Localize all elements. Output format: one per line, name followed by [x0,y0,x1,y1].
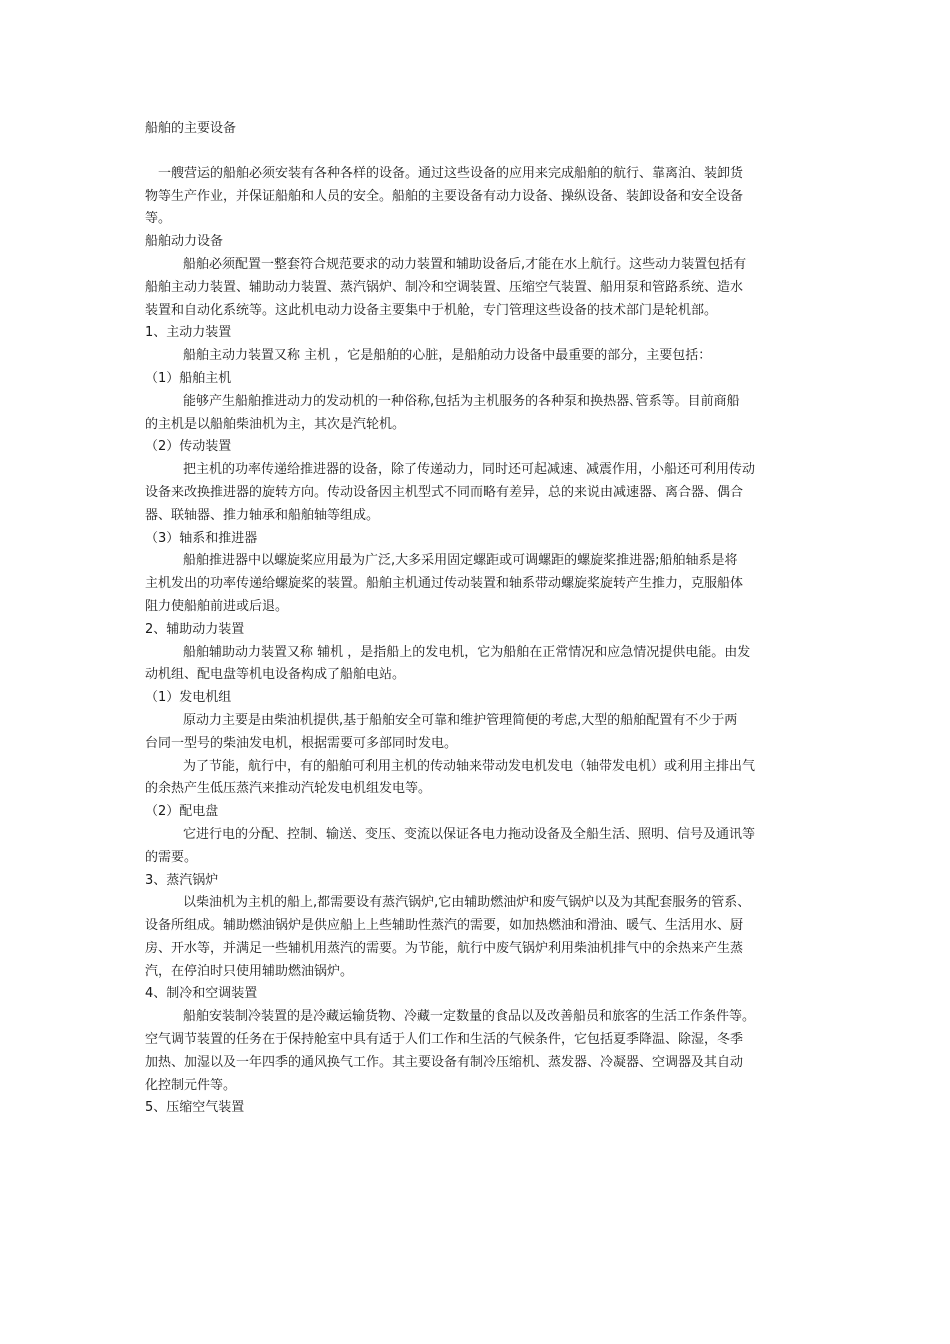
text-line: 船舶安装制冷装置的是冷藏运输货物、冷藏一定数量的食品以及改善船员和旅客的生活工作条件等。 [183,1009,756,1025]
text-line: 原动力主要是由柴油机提供,基于船舶安全可靠和维护管理简便的考虑,大型的船舶配置有不少于两 [183,712,738,728]
text-line: 物等生产作业，并保证船舶和人员的安全。船舶的主要设备有动力设备、操纵设备、装卸设备和安全设备 [145,188,744,204]
text-line: 1、主动力装置 [145,325,232,341]
document-page [145,118,825,1120]
text-line: （1）发电机组 [145,690,232,706]
text-line: 它进行电的分配、控制、输送、变压、变流以保证各电力拖动设备及全船生活、照明、信号及通讯等 [183,826,756,842]
text-line: （2）配电盘 [145,804,219,820]
text-line: 动机组、配电盘等机电设备构成了船舶电站。 [145,667,406,683]
text-line: 船舶必须配置一整套符合规范要求的动力装置和辅助设备后,才能在水上航行。这些动力装置包括有 [183,256,747,272]
text-line: 以柴油机为主机的船上,都需要设有蒸汽锅炉,它由辅助燃油炉和废气锅炉以及为其配套服务的管系、 [183,895,751,911]
text-line: 船舶动力设备 [145,234,224,250]
text-line: 装置和自动化系统等。这此机电动力设备主要集中于机舱，专门管理这些设备的技术部门是轮机部。 [145,302,718,318]
text-line: 船舶主动力装置又称 主机 ，它是船舶的心脏，是船舶动力设备中最重要的部分，主要包括： [183,348,712,364]
text-line: 一艘营运的船舶必须安装有各种各样的设备。通过这些设备的应用来完成船舶的航行、靠离泊、装卸货 [158,165,744,181]
text-line: 能够产生船舶推进动力的发动机的一种俗称,包括为主机服务的各种泵和换热器､管系等。目前商船 [183,393,740,409]
text-line: 船舶辅助动力装置又称 辅机 ，是指船上的发电机，它为船舶在正常情况和应急情况提供电能。由发 [183,644,751,660]
text-line: 4、制冷和空调装置 [145,986,258,1002]
text-line: 汽，在停泊时只使用辅助燃油锅炉。 [145,963,354,979]
text-line: 为了节能，航行中，有的船舶可利用主机的传动轴来带动发电机发电（轴带发电机）或利用主排出气 [183,758,756,774]
text-line: 5、压缩空气装置 [145,1100,245,1116]
text-line: 台同一型号的柴油发电机，根据需要可多部同时发电。 [145,735,458,751]
text-line: 的余热产生低压蒸汽来推动汽轮发电机组发电等。 [145,781,432,797]
text-line: 空气调节装置的任务在于保持舱室中具有适于人们工作和生活的气候条件，它包括夏季降温、除湿，冬季 [145,1032,744,1048]
text-line: （2）传动装置 [145,439,232,455]
text-line: 器、联轴器、推力轴承和船舶轴等组成。 [145,507,380,523]
document-title: 船舶的主要设备 [145,121,237,136]
text-line: 等。 [145,211,172,227]
text-line: 的需要。 [145,849,198,865]
text-line: 阻力使船舶前进或后退。 [145,598,289,614]
text-line: （3）轴系和推进器 [145,530,258,546]
text-line: 把主机的功率传递给推进器的设备，除了传递动力，同时还可起减速、减震作用，小船还可利用传动 [183,462,756,478]
text-line: 设备所组成。辅助燃油锅炉是供应船上上些辅助性蒸汽的需要，如加热燃油和滑油、暖气、生活用水、厨 [145,918,744,934]
text-line: （1）船舶主机 [145,370,232,386]
text-line: 加热、加湿以及一年四季的通风换气工作。其主要设备有制冷压缩机、蒸发器、冷凝器、空调器及其自动 [145,1054,744,1070]
text-line: 房、开水等，并满足一些辅机用蒸汽的需要。为节能，航行中废气锅炉利用柴油机排气中的余热来产生蒸 [145,940,744,956]
text-line: 主机发出的功率传递给螺旋桨的装置。船舶主机通过传动装置和轴系带动螺旋桨旋转产生推力，克服船体 [145,576,744,592]
text-line: 设备来改换推进器的旋转方向。传动设备因主机型式不同而略有差异，总的来说由减速器、离合器、偶合 [145,484,744,500]
text-line: 2、辅助动力装置 [145,621,245,637]
document-body [145,163,825,1120]
text-line: 3、蒸汽锅炉 [145,872,219,888]
text-line: 船舶推进器中以螺旋桨应用最为广泛,大多采用固定螺距或可调螺距的螺旋桨推进器;船舶轴系是将 [183,553,738,569]
text-line: 化控制元件等。 [145,1077,237,1093]
text-line: 船舶主动力装置、辅助动力装置、蒸汽锅炉、制冷和空调装置、压缩空气装置、船用泵和管路系统、造水 [145,279,744,295]
text-line: 的主机是以船舶柴油机为主，其次是汽轮机。 [145,416,406,432]
